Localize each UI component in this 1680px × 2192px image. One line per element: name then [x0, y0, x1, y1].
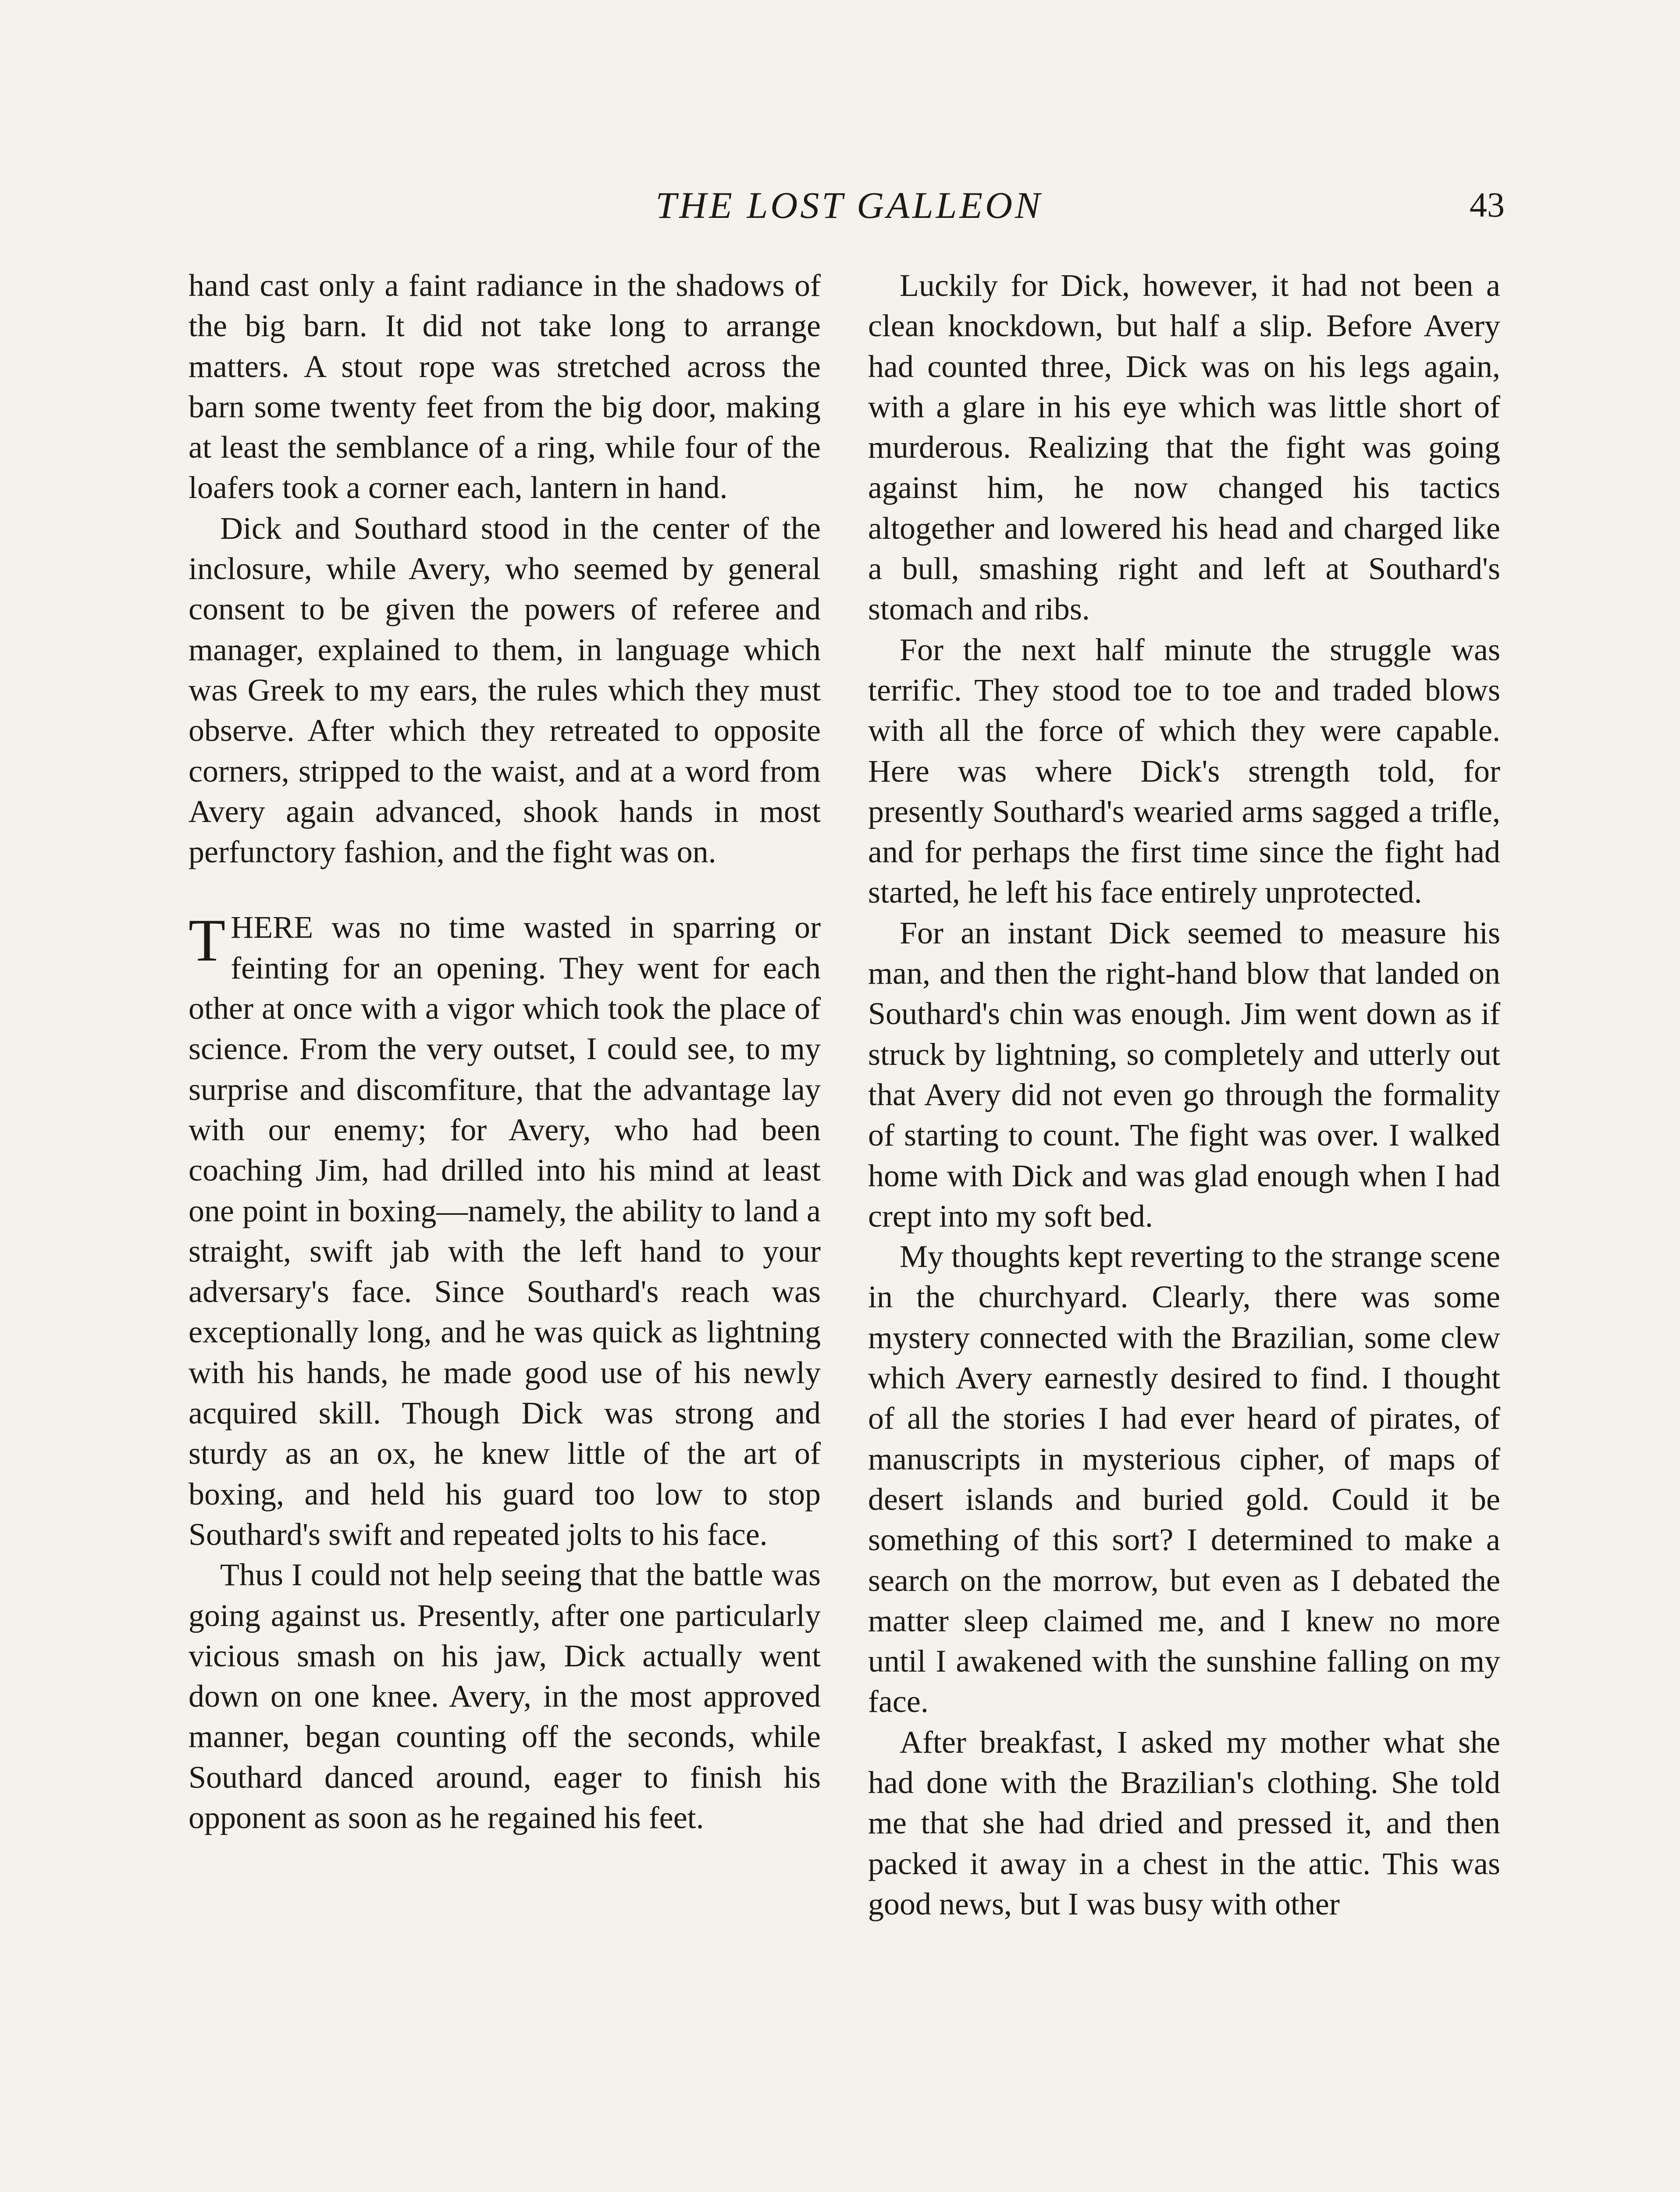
paragraph: For an instant Dick seemed to measure his man, and then the right-hand blow that landed on Southard's chin was enough. Jim went down as if struck by lightning, so completely and utterly out that Avery did not even go through the formality of starting to count. The fight was over. I walked home with Dick and was glad enough when I had crept into my soft bed. [868, 915, 1500, 1234]
paragraph-with-initial [189, 907, 821, 1555]
left-column [189, 265, 821, 2192]
running-head [194, 183, 1505, 227]
paragraph-text: HERE was no time wasted in sparring or feinting for an opening. They went for each other at once with a vigor which took the place of science. From the very outset, I could see, to my surprise and discomfiture, that the advantage lay with our enemy; for Avery, who had been coaching Jim, had drilled into his mind at least one point in boxing—namely, the ability to land a straight, swift jab with the left hand to your adversary's face. Since Southard's reach was exceptionally long, and he was quick as lightning with his hands, he made good use of his newly acquired skill. Though Dick was strong and sturdy as an ox, he knew little of the art of boxing, and held his guard too low to stop Southard's swift and repeated jolts to his face. [189, 910, 821, 1552]
paragraph: Thus I could not help seeing that the battle was going against us. Presently, after one particularly vicious smash on his jaw, Dick actually went down on one knee. Avery, in the most approved manner, began counting off the seconds, while Southard danced around, eager to finish his opponent as soon as he regained his feet. [189, 1557, 821, 1835]
paragraph: hand cast only a faint radiance in the shadows of the big barn. It did not take long to arrange matters. A stout rope was stretched across the barn some twenty feet from the big door, making at least the semblance of a ring, while four of the loafers took a corner each, lantern in hand. [189, 268, 821, 505]
running-title: THE LOST GALLEON [655, 184, 1043, 226]
right-column [868, 265, 1500, 2192]
paragraph: After breakfast, I asked my mother what she had done with the Brazilian's clothing. She told me that she had dried and pressed it, and then packed it away in a chest in the attic. This was good news, but I was busy with other [868, 1724, 1500, 1922]
paragraph: For the next half minute the struggle was terrific. They stood toe to toe and traded blows with all the force of which they were capable. Here was where Dick's strength told, for presently Southard's wearied arms sagged a trifle, and for perhaps the first time since the fight had started, he left his face entirely unprotected. [868, 632, 1500, 910]
paragraph: My thoughts kept reverting to the strange scene in the churchyard. Clearly, there was some mystery connected with the Brazilian, some clew which Avery earnestly desired to find. I thought of all the stories I had ever heard of pirates, of manuscripts in mysterious cipher, of maps of desert islands and buried gold. Could it be something of this sort? I determined to make a search on the morrow, but even as I debated the matter sleep claimed me, and I knew no more until I awakened with the sunshine falling on my face. [868, 1239, 1500, 1719]
paragraph: Luckily for Dick, however, it had not been a clean knockdown, but half a slip. Before Avery had counted three, Dick was on his legs again, with a glare in his eye which was little short of murderous. Realizing that the fight was going against him, he now changed his tactics altogether and lowered his head and charged like a bull, smashing right and left at Southard's stomach and ribs. [868, 268, 1500, 627]
paragraph: Dick and Southard stood in the center of the inclosure, while Avery, who seemed by general consent to be given the powers of referee and manager, explained to them, in language which was Greek to my ears, the rules which they must observe. After which they retreated to opposite corners, stripped to the waist, and at a word from Avery again advanced, shook hands in most perfunctory fashion, and the fight was on. [189, 510, 821, 870]
drop-cap-initial: T [189, 907, 226, 974]
section-break [189, 872, 821, 907]
page-number: 43 [1470, 186, 1505, 224]
